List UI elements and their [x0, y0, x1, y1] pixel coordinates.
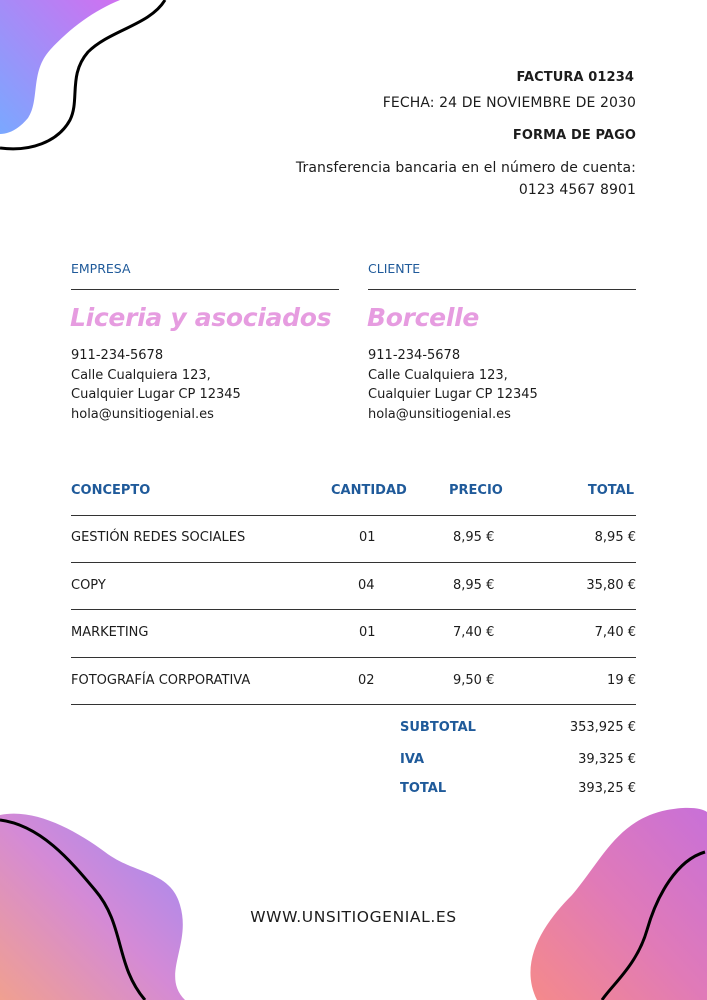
client-divider [368, 289, 636, 290]
row-quantity: 01 [359, 625, 376, 640]
table-row [0, 657, 707, 704]
row-concept: COPY [71, 578, 106, 593]
client-address2: Cualquier Lugar CP 12345 [368, 387, 538, 402]
client-email: hola@unsitiogenial.es [368, 406, 511, 422]
company-divider [71, 289, 339, 290]
table-row [0, 609, 707, 657]
subtotal-value: 353,925 € [569, 720, 636, 735]
row-price: 9,50 € [453, 673, 495, 688]
company-address1: Calle Cualquiera 123, [71, 367, 211, 383]
row-price: 8,95 € [453, 530, 495, 545]
row-price: 7,40 € [453, 625, 495, 640]
table-row [0, 515, 707, 562]
invoice-date: FECHA: 24 DE NOVIEMBRE DE 2030 [382, 95, 636, 111]
client-name: Borcelle [367, 303, 480, 332]
row-quantity: 04 [358, 578, 375, 593]
client-address1: Calle Cualquiera 123, [368, 367, 508, 383]
row-concept: MARKETING [71, 625, 149, 640]
company-details [71, 346, 241, 424]
column-header-concept: CONCEPTO [71, 483, 151, 498]
row-concept: GESTIÓN REDES SOCIALES [71, 530, 246, 545]
bottom-left-blob-decoration [0, 800, 200, 1000]
client-details [368, 346, 538, 424]
company-email: hola@unsitiogenial.es [71, 406, 214, 422]
footer-website: WWW.UNSITIOGENIAL.ES [250, 908, 457, 926]
company-address2: Cualquier Lugar CP 12345 [71, 387, 241, 402]
company-name: Liceria y asociados [70, 303, 332, 332]
payment-method-title: FORMA DE PAGO [512, 128, 636, 143]
total-value: 393,25 € [578, 781, 636, 796]
row-total: 35,80 € [586, 578, 636, 593]
row-quantity: 02 [358, 673, 375, 688]
subtotal-label: SUBTOTAL [400, 720, 476, 735]
company-phone: 911-234-5678 [71, 348, 164, 363]
row-price: 8,95 € [453, 578, 495, 593]
top-left-blob-decoration [0, 0, 180, 160]
total-label: TOTAL [400, 781, 447, 796]
client-label: CLIENTE [368, 261, 421, 276]
row-total: 7,40 € [594, 625, 636, 640]
payment-method-line1: Transferencia bancaria en el número de cuenta: [295, 160, 636, 176]
table-bottom-divider [71, 704, 636, 705]
bottom-right-blob-decoration [517, 800, 707, 1000]
column-header-quantity: CANTIDAD [331, 483, 407, 498]
company-label: EMPRESA [71, 261, 131, 276]
row-concept: FOTOGRAFÍA CORPORATIVA [71, 673, 251, 688]
iva-value: 39,325 € [578, 752, 636, 767]
payment-account-number: 0123 4567 8901 [518, 182, 636, 198]
column-header-total: TOTAL [587, 483, 634, 498]
row-total: 19 € [607, 673, 636, 688]
client-phone: 911-234-5678 [368, 348, 461, 363]
iva-label: IVA [400, 752, 425, 767]
table-row [0, 562, 707, 609]
column-header-price: PRECIO [449, 483, 503, 498]
invoice-title: FACTURA 01234 [516, 70, 634, 85]
row-total: 8,95 € [594, 530, 636, 545]
row-quantity: 01 [359, 530, 376, 545]
